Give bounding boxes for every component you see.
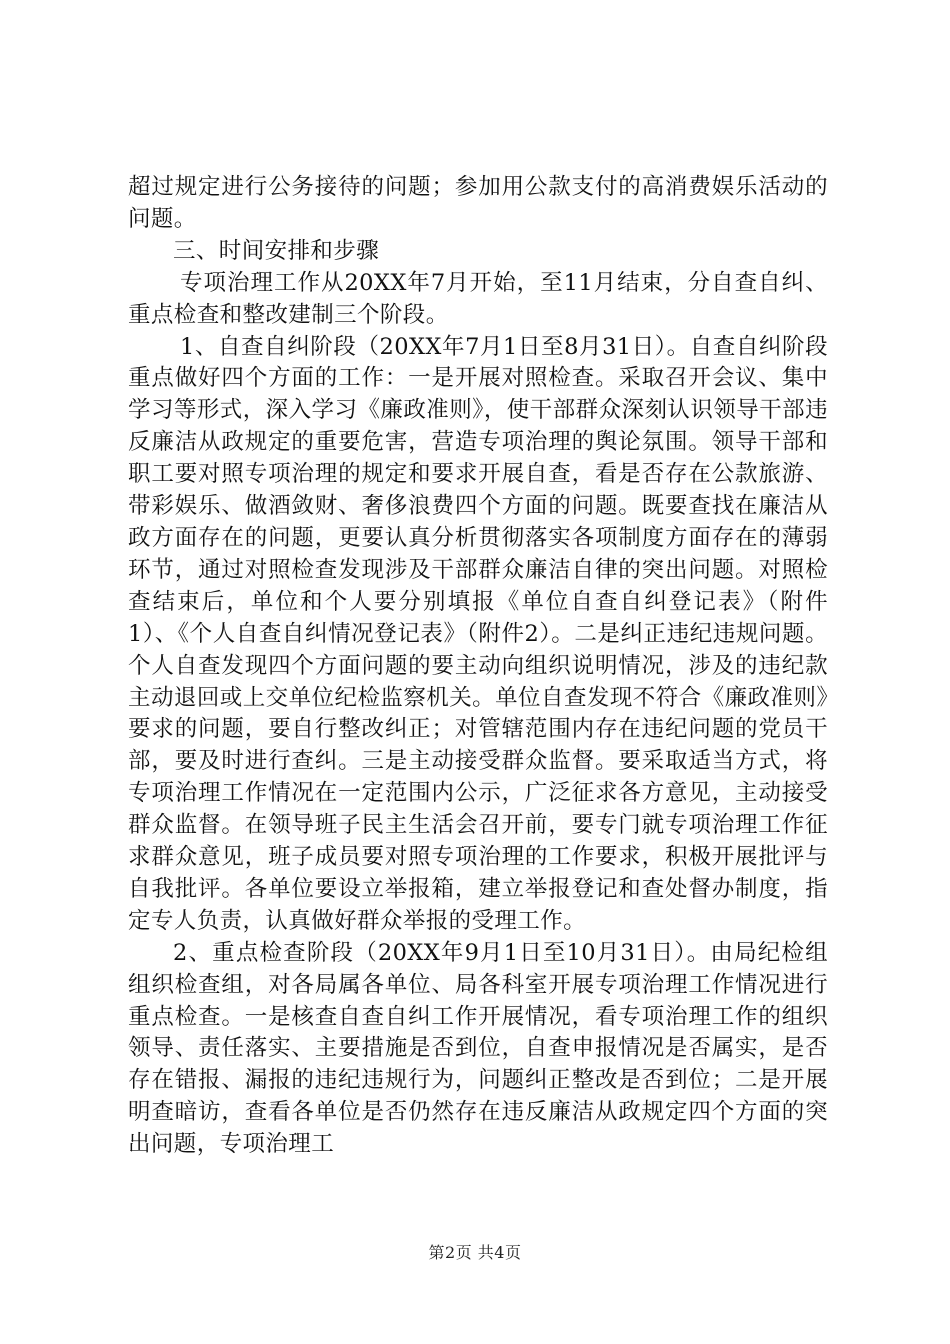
paragraph-self-check-stage: 1、自查自纠阶段（20XX年7月1日至8月31日）。自查自纠阶段重点做好四个方面的工作：一是开展对照检查。采取召开会议、集中学习等形式，深入学习《廉政准则》，使干部群众深刻认识领导干部违反廉洁从政规定的重要危害，营造专项治理的舆论氛围。领导干部和职工要对照专项治理的规定和要求开展自查，看是否存在公款旅游、带彩娱乐、做酒敛财、奢侈浪费四个方面的问题。既要查找在廉洁从政方面存在的问题，更要认真分析贯彻落实各项制度方面存在的薄弱环节，通过对照检查发现涉及干部群众廉洁自律的突出问题。对照检查结束后，单位和个人要分别填报《单位自查自纠登记表》（附件1）、《个人自查自纠情况登记表》（附件2）。二是纠正违纪违规问题。个人自查发现四个方面问题的要主动向组织说明情况，涉及的违纪款主动退回或上交单位纪检监察机关。单位自查发现不符合《廉政准则》要求的问题，要自行整改纠正；对管辖范围内存在违纪问题的党员干部，要及时进行查纠。三是主动接受群众监督。要采取适当方式，将专项治理工作情况在一定范围内公示，广泛征求各方意见，主动接受群众监督。在领导班子民主生活会召开前，要专门就专项治理工作征求群众意见，班子成员要对照专项治理的工作要求，积极开展批评与自我批评。各单位要设立举报箱，建立举报登记和查处督办制度，指定专人负责，认真做好群众举报的受理工作。 [128, 333, 828, 934]
page-number-footer: 第2页 共4页 [428, 1243, 522, 1262]
document-body [128, 172, 828, 1161]
section-heading: 三、时间安排和步骤 [173, 237, 380, 264]
paragraph-continuation: 超过规定进行公务接待的问题；参加用公款支付的高消费娱乐活动的问题。 [128, 174, 828, 232]
paragraph-key-inspection-stage: 2、重点检查阶段（20XX年9月1日至10月31日）。由局纪检组组织检查组，对各局属各单位、局各科室开展专项治理工作情况进行重点检查。一是核查自查自纠工作开展情况，看专项治理工作的组织领导、责任落实、主要措施是否到位，自查申报情况是否属实，是否存在错报、漏报的违纪违规行为，问题纠正整改是否到位；二是开展明查暗访，查看各单位是否仍然存在违反廉洁从政规定四个方面的突出问题，专项治理工 [128, 939, 828, 1158]
paragraph-schedule-overview: 专项治理工作从20XX年7月开始，至11月结束，分自查自纠、重点检查和整改建制三个阶段。 [128, 269, 828, 328]
